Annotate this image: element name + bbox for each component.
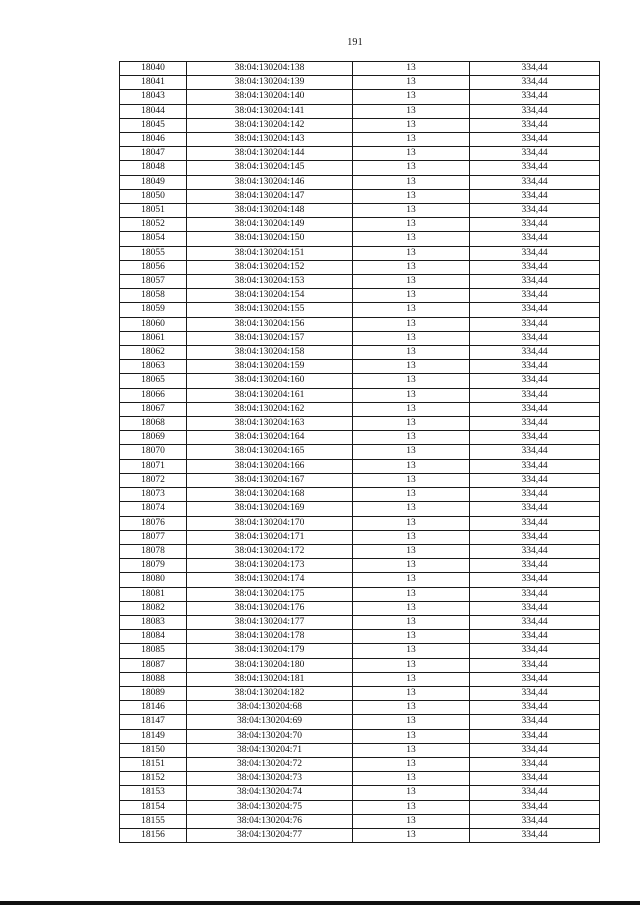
quantity-cell: 13: [353, 175, 470, 189]
cadastral-number-cell: 38:04:130204:73: [187, 772, 353, 786]
cadastral-number-cell: 38:04:130204:145: [187, 161, 353, 175]
table-row: [120, 488, 600, 502]
area-cell: 334,44: [470, 289, 600, 303]
quantity-cell: 13: [353, 729, 470, 743]
cadastral-number-cell: 38:04:130204:181: [187, 672, 353, 686]
area-cell: 334,44: [470, 189, 600, 203]
area-cell: 334,44: [470, 360, 600, 374]
row-number-cell: 18087: [120, 658, 187, 672]
cadastral-number-cell: 38:04:130204:167: [187, 473, 353, 487]
row-number-cell: 18154: [120, 800, 187, 814]
quantity-cell: 13: [353, 559, 470, 573]
row-number-cell: 18040: [120, 62, 187, 76]
cadastral-number-cell: 38:04:130204:166: [187, 459, 353, 473]
quantity-cell: 13: [353, 374, 470, 388]
cadastral-number-cell: 38:04:130204:175: [187, 587, 353, 601]
area-cell: 334,44: [470, 715, 600, 729]
row-number-cell: 18077: [120, 530, 187, 544]
area-cell: 334,44: [470, 601, 600, 615]
quantity-cell: 13: [353, 686, 470, 700]
area-cell: 334,44: [470, 516, 600, 530]
table-row: [120, 62, 600, 76]
quantity-cell: 13: [353, 530, 470, 544]
row-number-cell: 18045: [120, 118, 187, 132]
table-row: [120, 516, 600, 530]
row-number-cell: 18149: [120, 729, 187, 743]
cadastral-number-cell: 38:04:130204:138: [187, 62, 353, 76]
cadastral-number-cell: 38:04:130204:164: [187, 431, 353, 445]
registry-table: [119, 61, 600, 843]
table-row: [120, 147, 600, 161]
area-cell: 334,44: [470, 786, 600, 800]
quantity-cell: 13: [353, 459, 470, 473]
table-row: [120, 90, 600, 104]
table-row: [120, 118, 600, 132]
table-row: [120, 630, 600, 644]
row-number-cell: 18062: [120, 346, 187, 360]
row-number-cell: 18150: [120, 743, 187, 757]
table-row: [120, 644, 600, 658]
cadastral-number-cell: 38:04:130204:182: [187, 686, 353, 700]
cadastral-number-cell: 38:04:130204:168: [187, 488, 353, 502]
quantity-cell: 13: [353, 62, 470, 76]
table-row: [120, 317, 600, 331]
area-cell: 334,44: [470, 346, 600, 360]
quantity-cell: 13: [353, 118, 470, 132]
area-cell: 334,44: [470, 374, 600, 388]
cadastral-number-cell: 38:04:130204:148: [187, 204, 353, 218]
cadastral-number-cell: 38:04:130204:72: [187, 757, 353, 771]
table-row: [120, 346, 600, 360]
area-cell: 334,44: [470, 445, 600, 459]
row-number-cell: 18073: [120, 488, 187, 502]
table-row: [120, 530, 600, 544]
area-cell: 334,44: [470, 757, 600, 771]
cadastral-number-cell: 38:04:130204:165: [187, 445, 353, 459]
cadastral-number-cell: 38:04:130204:147: [187, 189, 353, 203]
row-number-cell: 18063: [120, 360, 187, 374]
scan-bottom-edge: [0, 901, 640, 905]
table-row: [120, 729, 600, 743]
cadastral-number-cell: 38:04:130204:150: [187, 232, 353, 246]
area-cell: 334,44: [470, 147, 600, 161]
area-cell: 334,44: [470, 260, 600, 274]
quantity-cell: 13: [353, 289, 470, 303]
area-cell: 334,44: [470, 76, 600, 90]
table-row: [120, 544, 600, 558]
area-cell: 334,44: [470, 828, 600, 842]
quantity-cell: 13: [353, 715, 470, 729]
quantity-cell: 13: [353, 615, 470, 629]
cadastral-number-cell: 38:04:130204:174: [187, 573, 353, 587]
row-number-cell: 18046: [120, 133, 187, 147]
table-row: [120, 374, 600, 388]
row-number-cell: 18056: [120, 260, 187, 274]
area-cell: 334,44: [470, 246, 600, 260]
quantity-cell: 13: [353, 147, 470, 161]
area-cell: 334,44: [470, 303, 600, 317]
area-cell: 334,44: [470, 417, 600, 431]
row-number-cell: 18066: [120, 388, 187, 402]
cadastral-number-cell: 38:04:130204:140: [187, 90, 353, 104]
area-cell: 334,44: [470, 232, 600, 246]
table-row: [120, 246, 600, 260]
row-number-cell: 18155: [120, 814, 187, 828]
table-row: [120, 601, 600, 615]
row-number-cell: 18156: [120, 828, 187, 842]
area-cell: 334,44: [470, 431, 600, 445]
row-number-cell: 18153: [120, 786, 187, 800]
table-row: [120, 459, 600, 473]
quantity-cell: 13: [353, 76, 470, 90]
table-row: [120, 559, 600, 573]
row-number-cell: 18044: [120, 104, 187, 118]
quantity-cell: 13: [353, 303, 470, 317]
row-number-cell: 18083: [120, 615, 187, 629]
table-row: [120, 800, 600, 814]
row-number-cell: 18055: [120, 246, 187, 260]
quantity-cell: 13: [353, 246, 470, 260]
quantity-cell: 13: [353, 488, 470, 502]
area-cell: 334,44: [470, 104, 600, 118]
cadastral-number-cell: 38:04:130204:176: [187, 601, 353, 615]
quantity-cell: 13: [353, 601, 470, 615]
table-row: [120, 658, 600, 672]
quantity-cell: 13: [353, 445, 470, 459]
area-cell: 334,44: [470, 701, 600, 715]
area-cell: 334,44: [470, 62, 600, 76]
quantity-cell: 13: [353, 743, 470, 757]
cadastral-number-cell: 38:04:130204:157: [187, 331, 353, 345]
table-row: [120, 573, 600, 587]
table-row: [120, 431, 600, 445]
quantity-cell: 13: [353, 317, 470, 331]
quantity-cell: 13: [353, 204, 470, 218]
row-number-cell: 18065: [120, 374, 187, 388]
quantity-cell: 13: [353, 189, 470, 203]
table-row: [120, 757, 600, 771]
cadastral-number-cell: 38:04:130204:155: [187, 303, 353, 317]
quantity-cell: 13: [353, 133, 470, 147]
table-row: [120, 402, 600, 416]
cadastral-number-cell: 38:04:130204:160: [187, 374, 353, 388]
cadastral-number-cell: 38:04:130204:172: [187, 544, 353, 558]
cadastral-number-cell: 38:04:130204:139: [187, 76, 353, 90]
area-cell: 334,44: [470, 559, 600, 573]
quantity-cell: 13: [353, 644, 470, 658]
area-cell: 334,44: [470, 473, 600, 487]
table-row: [120, 104, 600, 118]
table-row: [120, 76, 600, 90]
area-cell: 334,44: [470, 658, 600, 672]
table-row: [120, 331, 600, 345]
row-number-cell: 18151: [120, 757, 187, 771]
area-cell: 334,44: [470, 90, 600, 104]
quantity-cell: 13: [353, 232, 470, 246]
cadastral-number-cell: 38:04:130204:149: [187, 218, 353, 232]
table-row: [120, 701, 600, 715]
row-number-cell: 18072: [120, 473, 187, 487]
area-cell: 334,44: [470, 530, 600, 544]
row-number-cell: 18082: [120, 601, 187, 615]
cadastral-number-cell: 38:04:130204:151: [187, 246, 353, 260]
cadastral-number-cell: 38:04:130204:170: [187, 516, 353, 530]
quantity-cell: 13: [353, 417, 470, 431]
table-row: [120, 615, 600, 629]
table-row: [120, 189, 600, 203]
row-number-cell: 18068: [120, 417, 187, 431]
table-row: [120, 260, 600, 274]
cadastral-number-cell: 38:04:130204:173: [187, 559, 353, 573]
table-row: [120, 772, 600, 786]
table-row: [120, 814, 600, 828]
row-number-cell: 18048: [120, 161, 187, 175]
row-number-cell: 18080: [120, 573, 187, 587]
cadastral-number-cell: 38:04:130204:68: [187, 701, 353, 715]
quantity-cell: 13: [353, 516, 470, 530]
table-row: [120, 275, 600, 289]
quantity-cell: 13: [353, 331, 470, 345]
cadastral-number-cell: 38:04:130204:153: [187, 275, 353, 289]
quantity-cell: 13: [353, 587, 470, 601]
cadastral-number-cell: 38:04:130204:158: [187, 346, 353, 360]
quantity-cell: 13: [353, 630, 470, 644]
area-cell: 334,44: [470, 615, 600, 629]
registry-table-body: [120, 62, 600, 843]
cadastral-number-cell: 38:04:130204:161: [187, 388, 353, 402]
table-row: [120, 232, 600, 246]
area-cell: 334,44: [470, 729, 600, 743]
area-cell: 334,44: [470, 772, 600, 786]
table-row: [120, 473, 600, 487]
area-cell: 334,44: [470, 331, 600, 345]
area-cell: 334,44: [470, 686, 600, 700]
area-cell: 334,44: [470, 118, 600, 132]
quantity-cell: 13: [353, 814, 470, 828]
page-number: 191: [347, 37, 363, 48]
row-number-cell: 18079: [120, 559, 187, 573]
table-row: [120, 786, 600, 800]
cadastral-number-cell: 38:04:130204:159: [187, 360, 353, 374]
quantity-cell: 13: [353, 473, 470, 487]
table-row: [120, 502, 600, 516]
area-cell: 334,44: [470, 402, 600, 416]
quantity-cell: 13: [353, 346, 470, 360]
cadastral-number-cell: 38:04:130204:152: [187, 260, 353, 274]
table-row: [120, 360, 600, 374]
table-row: [120, 672, 600, 686]
row-number-cell: 18041: [120, 76, 187, 90]
area-cell: 334,44: [470, 800, 600, 814]
quantity-cell: 13: [353, 701, 470, 715]
row-number-cell: 18081: [120, 587, 187, 601]
quantity-cell: 13: [353, 275, 470, 289]
area-cell: 334,44: [470, 218, 600, 232]
table-row: [120, 445, 600, 459]
row-number-cell: 18047: [120, 147, 187, 161]
row-number-cell: 18070: [120, 445, 187, 459]
quantity-cell: 13: [353, 544, 470, 558]
row-number-cell: 18050: [120, 189, 187, 203]
cadastral-number-cell: 38:04:130204:169: [187, 502, 353, 516]
cadastral-number-cell: 38:04:130204:162: [187, 402, 353, 416]
row-number-cell: 18146: [120, 701, 187, 715]
area-cell: 334,44: [470, 161, 600, 175]
quantity-cell: 13: [353, 658, 470, 672]
table-row: [120, 743, 600, 757]
area-cell: 334,44: [470, 544, 600, 558]
row-number-cell: 18089: [120, 686, 187, 700]
cadastral-number-cell: 38:04:130204:74: [187, 786, 353, 800]
area-cell: 334,44: [470, 644, 600, 658]
cadastral-number-cell: 38:04:130204:75: [187, 800, 353, 814]
row-number-cell: 18084: [120, 630, 187, 644]
area-cell: 334,44: [470, 275, 600, 289]
cadastral-number-cell: 38:04:130204:69: [187, 715, 353, 729]
table-row: [120, 175, 600, 189]
row-number-cell: 18059: [120, 303, 187, 317]
quantity-cell: 13: [353, 161, 470, 175]
cadastral-number-cell: 38:04:130204:171: [187, 530, 353, 544]
row-number-cell: 18085: [120, 644, 187, 658]
quantity-cell: 13: [353, 360, 470, 374]
cadastral-number-cell: 38:04:130204:142: [187, 118, 353, 132]
table-row: [120, 289, 600, 303]
cadastral-number-cell: 38:04:130204:77: [187, 828, 353, 842]
quantity-cell: 13: [353, 772, 470, 786]
cadastral-number-cell: 38:04:130204:179: [187, 644, 353, 658]
area-cell: 334,44: [470, 175, 600, 189]
cadastral-number-cell: 38:04:130204:144: [187, 147, 353, 161]
row-number-cell: 18061: [120, 331, 187, 345]
row-number-cell: 18067: [120, 402, 187, 416]
area-cell: 334,44: [470, 388, 600, 402]
cadastral-number-cell: 38:04:130204:141: [187, 104, 353, 118]
row-number-cell: 18088: [120, 672, 187, 686]
area-cell: 334,44: [470, 573, 600, 587]
quantity-cell: 13: [353, 104, 470, 118]
table-row: [120, 828, 600, 842]
area-cell: 334,44: [470, 743, 600, 757]
quantity-cell: 13: [353, 218, 470, 232]
cadastral-number-cell: 38:04:130204:163: [187, 417, 353, 431]
row-number-cell: 18078: [120, 544, 187, 558]
area-cell: 334,44: [470, 459, 600, 473]
cadastral-number-cell: 38:04:130204:76: [187, 814, 353, 828]
table-row: [120, 587, 600, 601]
row-number-cell: 18054: [120, 232, 187, 246]
quantity-cell: 13: [353, 757, 470, 771]
quantity-cell: 13: [353, 388, 470, 402]
row-number-cell: 18052: [120, 218, 187, 232]
row-number-cell: 18152: [120, 772, 187, 786]
area-cell: 334,44: [470, 488, 600, 502]
quantity-cell: 13: [353, 90, 470, 104]
quantity-cell: 13: [353, 260, 470, 274]
row-number-cell: 18071: [120, 459, 187, 473]
area-cell: 334,44: [470, 672, 600, 686]
quantity-cell: 13: [353, 402, 470, 416]
cadastral-number-cell: 38:04:130204:146: [187, 175, 353, 189]
area-cell: 334,44: [470, 204, 600, 218]
cadastral-number-cell: 38:04:130204:156: [187, 317, 353, 331]
table-row: [120, 388, 600, 402]
row-number-cell: 18058: [120, 289, 187, 303]
area-cell: 334,44: [470, 587, 600, 601]
quantity-cell: 13: [353, 672, 470, 686]
table-row: [120, 133, 600, 147]
cadastral-number-cell: 38:04:130204:178: [187, 630, 353, 644]
table-row: [120, 204, 600, 218]
table-row: [120, 303, 600, 317]
cadastral-number-cell: 38:04:130204:177: [187, 615, 353, 629]
quantity-cell: 13: [353, 786, 470, 800]
area-cell: 334,44: [470, 133, 600, 147]
row-number-cell: 18049: [120, 175, 187, 189]
row-number-cell: 18057: [120, 275, 187, 289]
quantity-cell: 13: [353, 828, 470, 842]
row-number-cell: 18051: [120, 204, 187, 218]
area-cell: 334,44: [470, 502, 600, 516]
cadastral-number-cell: 38:04:130204:70: [187, 729, 353, 743]
table-row: [120, 218, 600, 232]
quantity-cell: 13: [353, 502, 470, 516]
cadastral-number-cell: 38:04:130204:154: [187, 289, 353, 303]
row-number-cell: 18074: [120, 502, 187, 516]
table-row: [120, 161, 600, 175]
table-row: [120, 686, 600, 700]
quantity-cell: 13: [353, 431, 470, 445]
row-number-cell: 18060: [120, 317, 187, 331]
row-number-cell: 18069: [120, 431, 187, 445]
row-number-cell: 18043: [120, 90, 187, 104]
area-cell: 334,44: [470, 814, 600, 828]
quantity-cell: 13: [353, 573, 470, 587]
area-cell: 334,44: [470, 630, 600, 644]
table-row: [120, 417, 600, 431]
quantity-cell: 13: [353, 800, 470, 814]
table-row: [120, 715, 600, 729]
cadastral-number-cell: 38:04:130204:143: [187, 133, 353, 147]
cadastral-number-cell: 38:04:130204:71: [187, 743, 353, 757]
row-number-cell: 18076: [120, 516, 187, 530]
row-number-cell: 18147: [120, 715, 187, 729]
cadastral-number-cell: 38:04:130204:180: [187, 658, 353, 672]
area-cell: 334,44: [470, 317, 600, 331]
